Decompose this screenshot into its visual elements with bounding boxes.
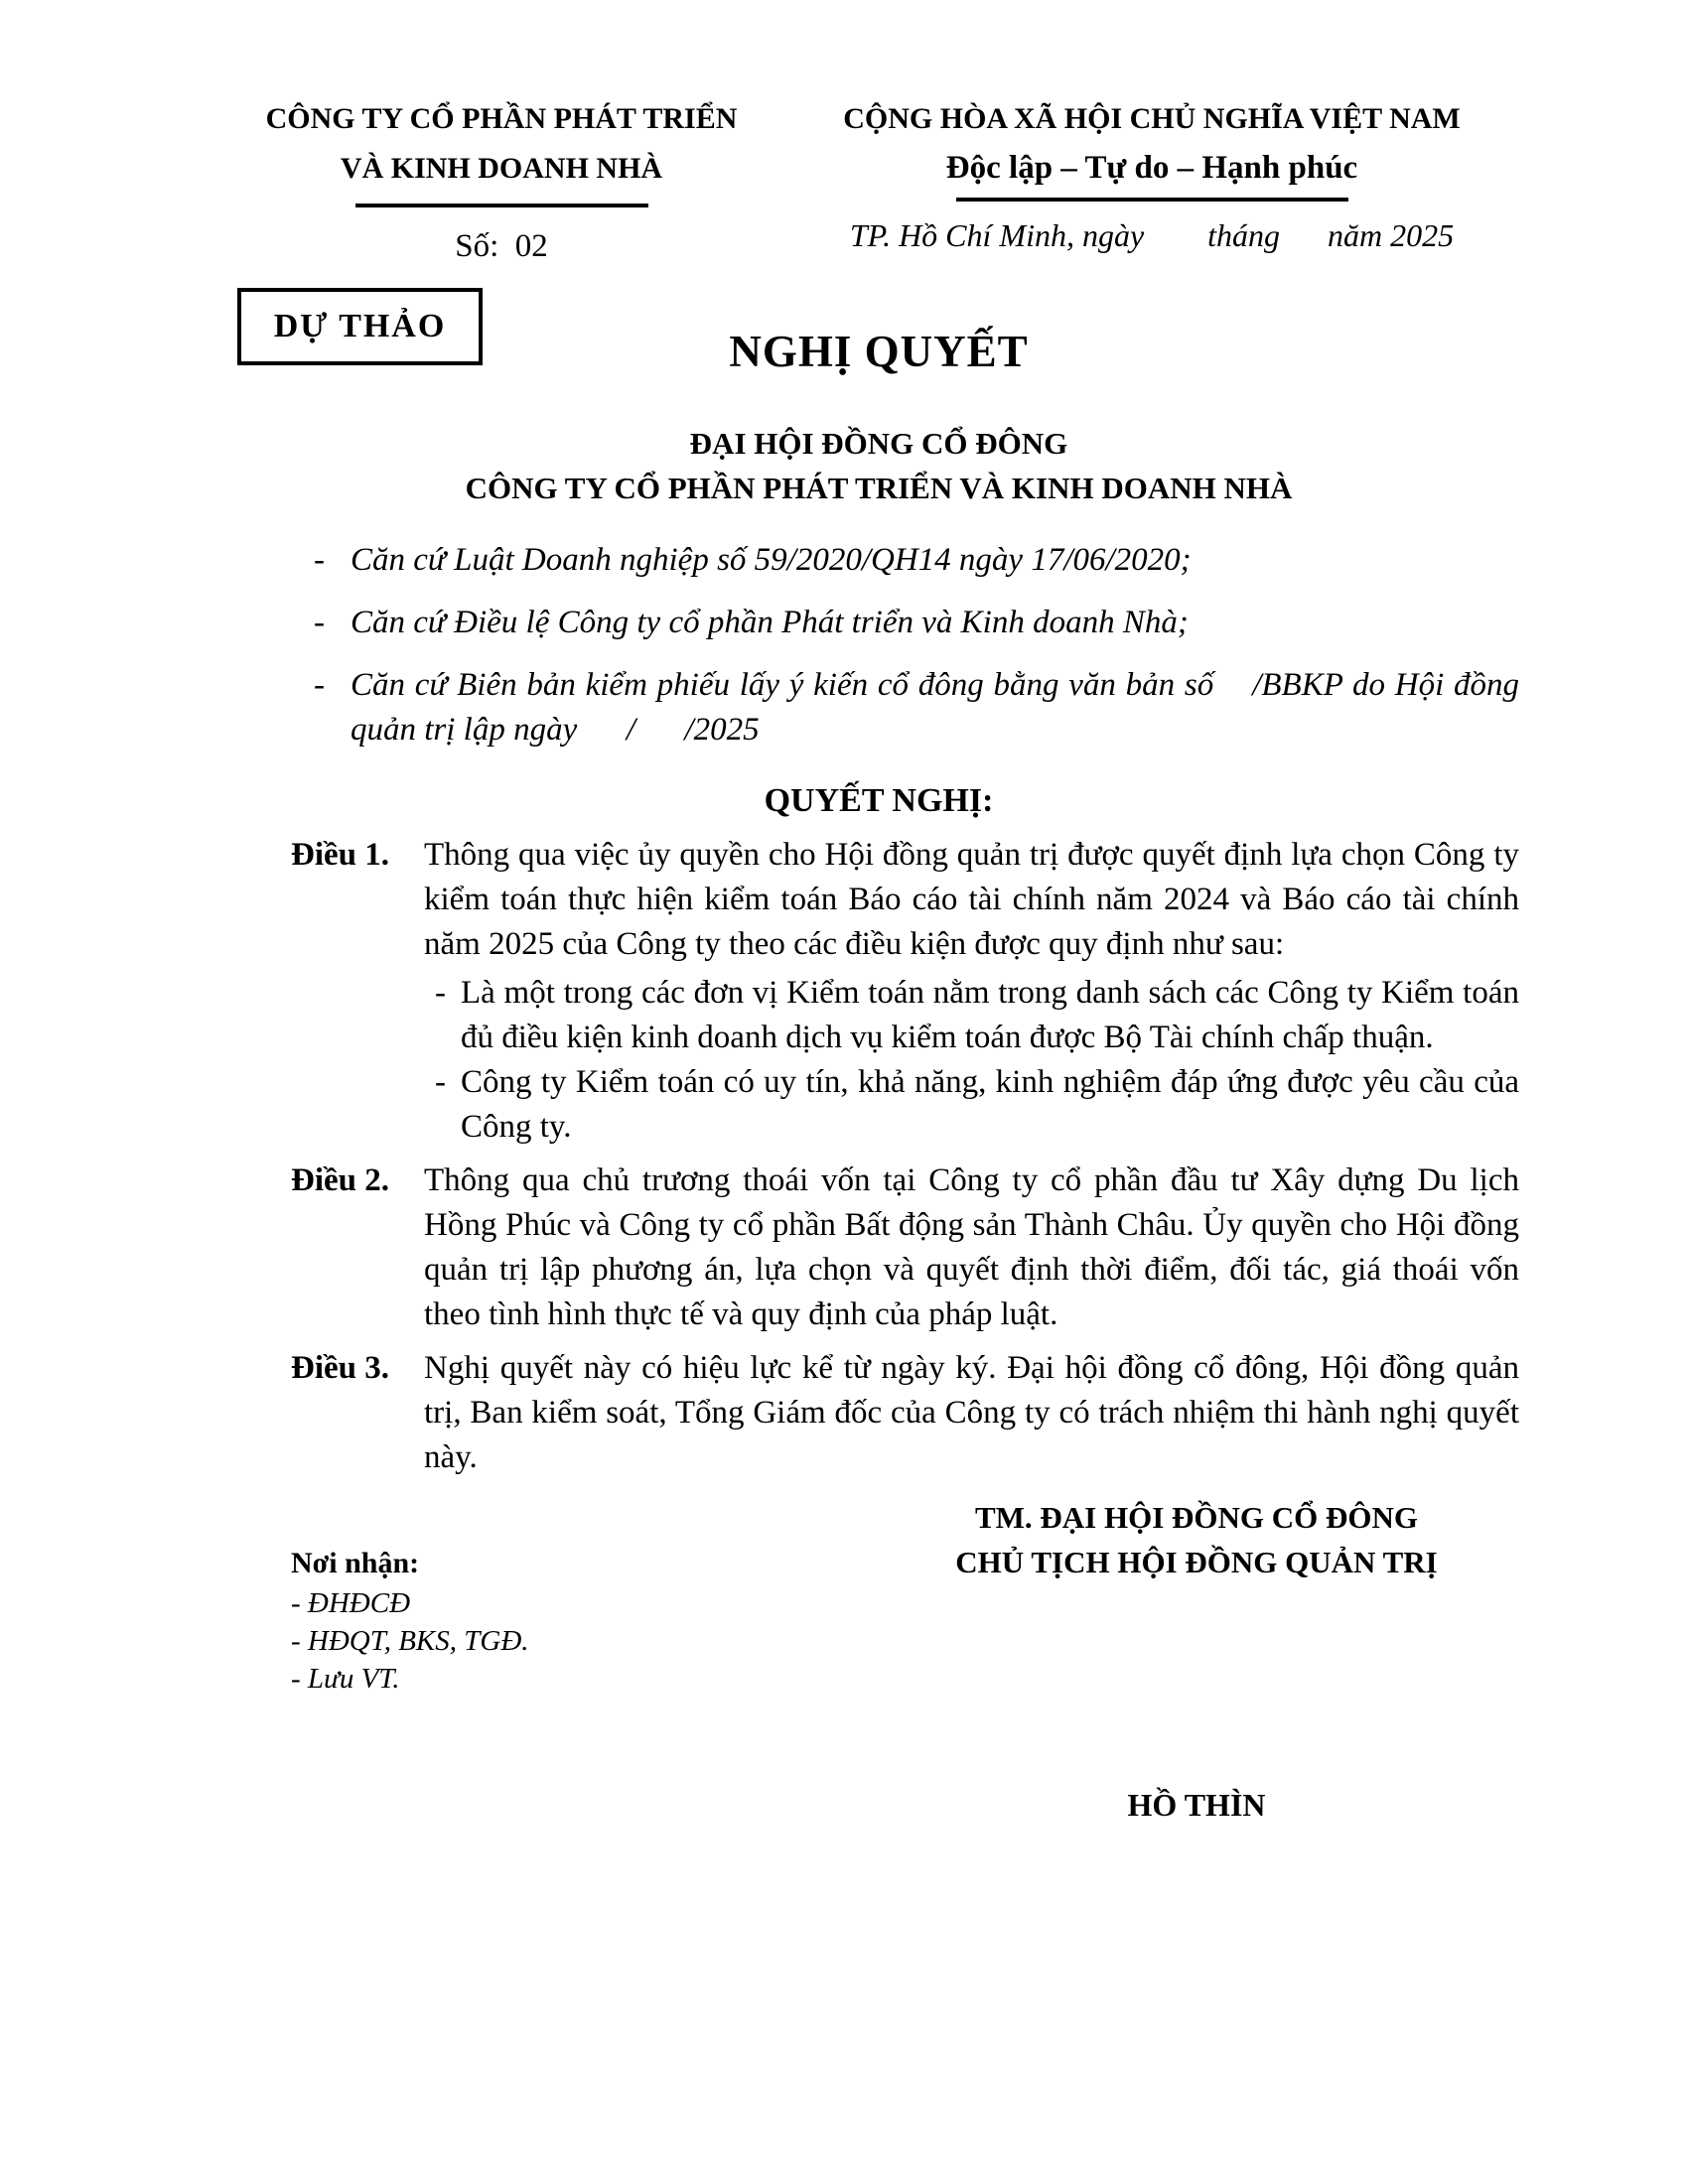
national-heading-rule [956, 198, 1348, 202]
article-3 [238, 1346, 1519, 1480]
document-subtitle-line2: CÔNG TY CỔ PHẦN PHÁT TRIỂN VÀ KINH DOANH NHÀ [465, 471, 1293, 505]
document-subtitle-line1: ĐẠI HỘI ĐỒNG CỔ ĐÔNG [689, 426, 1068, 461]
signer-name: HỒ THÌN [1127, 1787, 1266, 1823]
preamble-text: Căn cứ Luật Doanh nghiệp số 59/2020/QH14 ngày 17/06/2020; [351, 542, 1192, 578]
company-name-line1: CÔNG TY CỔ PHẦN PHÁT TRIỂN [265, 102, 738, 135]
document-body [238, 326, 1528, 1828]
company-name-line2: VÀ KINH DOANH NHÀ [340, 152, 663, 185]
recipient-item: - Lưu VT. [291, 1663, 400, 1695]
national-motto-line2: Độc lập – Tự do – Hạnh phúc [945, 150, 1358, 186]
dash-marker: - [314, 605, 325, 640]
sub-item-text: Là một trong các đơn vị Kiểm toán nằm trong danh sách các Công ty Kiểm toán đủ điều kiện kinh doanh dịch vụ kiểm toán được Bộ Tài chính chấp thuận. [461, 975, 1519, 1055]
company-heading-rule [355, 204, 648, 207]
document-number: Số: 02 [455, 228, 548, 264]
national-heading [814, 94, 1489, 271]
signature-role: CHỦ TỊCH HỘI ĐỒNG QUẢN TRỊ [955, 1545, 1438, 1579]
dash-marker: - [435, 975, 446, 1011]
preamble-text: Căn cứ Điều lệ Công ty cổ phần Phát triển và Kinh doanh Nhà; [351, 605, 1189, 640]
signature-on-behalf: TM. ĐẠI HỘI ĐỒNG CỔ ĐÔNG [974, 1500, 1419, 1535]
sub-item-text: Công ty Kiểm toán có uy tín, khả năng, kinh nghiệm đáp ứng được yêu cầu của Công ty. [461, 1064, 1519, 1145]
article-3-label: Điều 3. [291, 1350, 389, 1386]
article-2 [238, 1159, 1519, 1337]
recipient-item: - ĐHĐCĐ [291, 1587, 411, 1619]
recipients-label: Nơi nhận: [291, 1547, 420, 1579]
resolution-heading: QUYẾT NGHỊ: [764, 782, 994, 819]
place-dateline: TP. Hồ Chí Minh, ngày tháng năm 2025 [849, 217, 1455, 253]
article-1-label: Điều 1. [291, 837, 389, 873]
article-2-text: Thông qua chủ trương thoái vốn tại Công ty cổ phần đầu tư Xây dựng Du lịch Hồng Phúc và Công ty cổ phần Bất động sản Thành Châu. Ủy quyền cho Hội đồng quản trị lập phương án, lựa chọn và quyết định thời điểm, đối tác, giá thoái vốn theo tình hình thực tế và quy định của pháp luật. [424, 1162, 1519, 1332]
preamble-text: Căn cứ Biên bản kiểm phiếu lấy ý kiến cổ đông bằng văn bản số /BBKP do Hội đồng quản trị lập ngày / /2025 [351, 667, 1528, 748]
article-1 [238, 833, 1519, 967]
article-1-text: Thông qua việc ủy quyền cho Hội đồng quản trị được quyết định lựa chọn Công ty kiểm toán thực hiện kiểm toán Báo cáo tài chính năm 2024 và Báo cáo tài chính năm 2025 của Công ty theo các điều kiện được quy định như sau: [424, 837, 1519, 962]
dash-marker: - [314, 542, 325, 578]
draft-stamp-box [237, 288, 483, 365]
document-title: NGHỊ QUYẾT [729, 327, 1029, 376]
closing-section [238, 1495, 1519, 1828]
document-header [0, 0, 1688, 271]
preamble-item [238, 601, 1519, 645]
preamble-item [238, 663, 1528, 752]
draft-stamp-label: DỰ THẢO [273, 308, 447, 344]
sub-item [238, 1060, 1519, 1150]
company-heading [238, 94, 765, 271]
sub-item [238, 971, 1519, 1060]
signature-block [874, 1495, 1519, 1828]
preamble-list [238, 538, 1528, 752]
article-1-sub-items [238, 971, 1519, 1150]
recipients-block [238, 1543, 529, 1828]
article-3-text: Nghị quyết này có hiệu lực kể từ ngày ký. Đại hội đồng cổ đông, Hội đồng quản trị, Ban kiểm soát, Tổng Giám đốc của Công ty có trách nhiệm thi hành nghị quyết này. [424, 1350, 1519, 1475]
national-motto-line1: CỘNG HÒA XÃ HỘI CHỦ NGHĨA VIỆT NAM [843, 102, 1461, 135]
recipient-item: - HĐQT, BKS, TGĐ. [291, 1625, 529, 1657]
dash-marker: - [314, 667, 325, 703]
preamble-item [238, 538, 1519, 583]
article-2-label: Điều 2. [291, 1162, 389, 1198]
dash-marker: - [435, 1064, 446, 1100]
